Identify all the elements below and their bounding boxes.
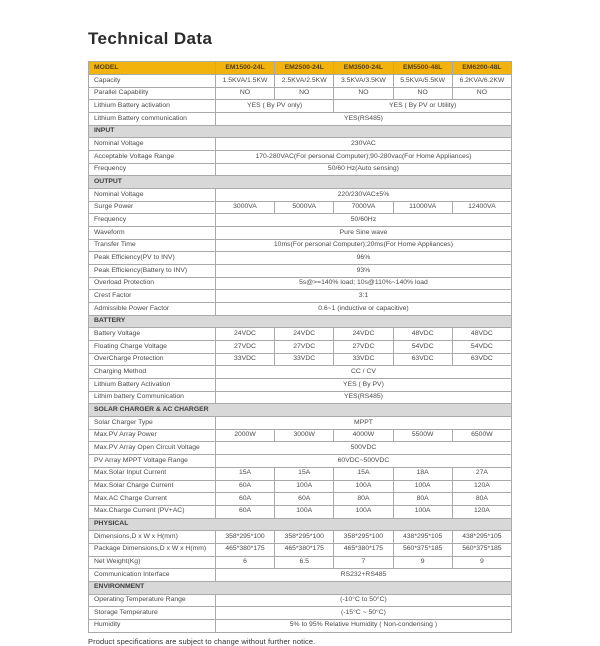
- spec-label: Net Weight(Kg): [89, 556, 216, 569]
- spec-label: Acceptable Voltage Range: [89, 151, 216, 164]
- spec-value: 50/60Hz: [215, 214, 511, 227]
- spec-row: [89, 379, 512, 392]
- spec-value: 230VAC: [215, 138, 511, 151]
- spec-value: 358*295*100: [334, 531, 393, 544]
- spec-value: 5s@>=140% load; 10s@110%~140% load: [215, 277, 511, 290]
- spec-label: Operating Temperature Range: [89, 594, 216, 607]
- spec-row: [89, 113, 512, 126]
- spec-row: [89, 138, 512, 151]
- spec-value: NO: [215, 87, 274, 100]
- spec-value: 24VDC: [275, 328, 334, 341]
- spec-value: 465*380*175: [215, 543, 274, 556]
- spec-label: Floating Charge Voltage: [89, 341, 216, 354]
- spec-row: [89, 569, 512, 582]
- spec-label: Frequency: [89, 214, 216, 227]
- spec-value: 80A: [393, 493, 452, 506]
- spec-value: 60VDC~500VDC: [215, 455, 511, 468]
- spec-row: [89, 442, 512, 455]
- spec-label: OverCharge Protection: [89, 353, 216, 366]
- spec-label: Parallel Capability: [89, 87, 216, 100]
- section-row: [89, 518, 512, 531]
- spec-value: 9: [393, 556, 452, 569]
- spec-label: Dimensions,D x W x H(mm): [89, 531, 216, 544]
- spec-value: YES ( By PV or Utility): [334, 100, 512, 113]
- spec-row: [89, 543, 512, 556]
- spec-value: 100A: [275, 505, 334, 518]
- spec-row: [89, 265, 512, 278]
- spec-row: [89, 277, 512, 290]
- section-row: [89, 176, 512, 189]
- spec-label: Peak Efficiency(PV to INV): [89, 252, 216, 265]
- spec-value: 18A: [393, 467, 452, 480]
- spec-value: 5.5KVA/5.5KW: [393, 75, 452, 88]
- spec-row: [89, 429, 512, 442]
- spec-value: (-15°C ~ 50°C): [215, 607, 511, 620]
- spec-label: PV Array MPPT Voltage Range: [89, 455, 216, 468]
- page-title: Technical Data: [88, 29, 213, 48]
- spec-value: 3000VA: [215, 201, 274, 214]
- spec-value: 48VDC: [452, 328, 511, 341]
- spec-row: [89, 87, 512, 100]
- spec-value: 24VDC: [334, 328, 393, 341]
- spec-value: 358*295*100: [275, 531, 334, 544]
- spec-value: 120A: [452, 505, 511, 518]
- spec-value: 3:1: [215, 290, 511, 303]
- spec-value: 5000VA: [275, 201, 334, 214]
- spec-value: 358*295*100: [215, 531, 274, 544]
- spec-value: YES ( By PV only): [215, 100, 333, 113]
- spec-label: Max.Solar Charge Current: [89, 480, 216, 493]
- model-header-row: [89, 62, 512, 75]
- spec-row: [89, 100, 512, 113]
- section-title: SOLAR CHARGER & AC CHARGER: [89, 404, 512, 417]
- spec-value: 1.5KVA/1.5KW: [215, 75, 274, 88]
- spec-label: Max.PV Array Open Circuit Voltage: [89, 442, 216, 455]
- spec-row: [89, 455, 512, 468]
- section-title: INPUT: [89, 125, 512, 138]
- spec-row: [89, 366, 512, 379]
- spec-value: 3.5KVA/3.5KW: [334, 75, 393, 88]
- spec-label: Max.AC Charge Current: [89, 493, 216, 506]
- spec-value: MPPT: [215, 417, 511, 430]
- section-title: BATTERY: [89, 315, 512, 328]
- spec-value: 33VDC: [275, 353, 334, 366]
- spec-value: 3000W: [275, 429, 334, 442]
- spec-row: [89, 163, 512, 176]
- spec-value: 80A: [334, 493, 393, 506]
- spec-value: 27VDC: [215, 341, 274, 354]
- spec-label: Nominal Voltage: [89, 189, 216, 202]
- spec-label: Overload Protection: [89, 277, 216, 290]
- spec-label: Transfer Time: [89, 239, 216, 252]
- spec-value: 60A: [215, 493, 274, 506]
- spec-value: 560*375*185: [393, 543, 452, 556]
- spec-value: 63VDC: [393, 353, 452, 366]
- spec-row: [89, 531, 512, 544]
- spec-label: Battery Voltage: [89, 328, 216, 341]
- model-name: EM3500-24L: [334, 62, 393, 75]
- spec-value: 50/60 Hz(Auto sensing): [215, 163, 511, 176]
- model-name: EM1500-24L: [215, 62, 274, 75]
- spec-value: 220/230VAC±5%: [215, 189, 511, 202]
- spec-row: [89, 556, 512, 569]
- spec-value: NO: [275, 87, 334, 100]
- spec-value: 100A: [334, 480, 393, 493]
- spec-row: [89, 189, 512, 202]
- spec-row: [89, 201, 512, 214]
- spec-label: Lithium Battery activation: [89, 100, 216, 113]
- spec-label: Charging Method: [89, 366, 216, 379]
- spec-row: [89, 493, 512, 506]
- spec-label: Lithim battery Communication: [89, 391, 216, 404]
- spec-value: 10ms(For personal Computer);20ms(For Home Appliances): [215, 239, 511, 252]
- spec-table-body: [89, 62, 512, 633]
- spec-value: 24VDC: [215, 328, 274, 341]
- spec-value: 6: [215, 556, 274, 569]
- section-title: PHYSICAL: [89, 518, 512, 531]
- spec-row: [89, 594, 512, 607]
- spec-value: 170-280VAC(For personal Computer);90-280vac(For Home Appliances): [215, 151, 511, 164]
- spec-label: Max.Charge Current (PV+AC): [89, 505, 216, 518]
- spec-label: Frequency: [89, 163, 216, 176]
- model-name: EM5500-48L: [393, 62, 452, 75]
- spec-label: Max.Solar Input Current: [89, 467, 216, 480]
- spec-value: 33VDC: [334, 353, 393, 366]
- spec-value: 96%: [215, 252, 511, 265]
- spec-value: 0.6~1 (inductive or capacitive): [215, 303, 511, 316]
- spec-row: [89, 227, 512, 240]
- spec-label: Communication Interface: [89, 569, 216, 582]
- model-name: EM6200-48L: [452, 62, 511, 75]
- section-title: OUTPUT: [89, 176, 512, 189]
- spec-value: 63VDC: [452, 353, 511, 366]
- spec-value: 6.5: [275, 556, 334, 569]
- spec-row: [89, 151, 512, 164]
- spec-row: [89, 467, 512, 480]
- model-name: EM2500-24L: [275, 62, 334, 75]
- spec-value: 4000W: [334, 429, 393, 442]
- spec-table: [88, 61, 512, 633]
- spec-value: 438*295*105: [452, 531, 511, 544]
- spec-value: 15A: [275, 467, 334, 480]
- spec-label: Admissible Power Factor: [89, 303, 216, 316]
- spec-value: 100A: [275, 480, 334, 493]
- spec-value: 60A: [215, 480, 274, 493]
- spec-value: CC / CV: [215, 366, 511, 379]
- spec-value: 80A: [452, 493, 511, 506]
- spec-row: [89, 239, 512, 252]
- spec-row: [89, 214, 512, 227]
- spec-value: 2000W: [215, 429, 274, 442]
- spec-value: RS232+RS485: [215, 569, 511, 582]
- spec-value: 560*375*185: [452, 543, 511, 556]
- spec-row: [89, 328, 512, 341]
- spec-value: 7000VA: [334, 201, 393, 214]
- spec-label: Storage Temperature: [89, 607, 216, 620]
- spec-value: Pure Sine wave: [215, 227, 511, 240]
- spec-label: Lithium Battery communication: [89, 113, 216, 126]
- spec-value: 120A: [452, 480, 511, 493]
- spec-value: 9: [452, 556, 511, 569]
- spec-row: [89, 75, 512, 88]
- spec-value: 12400VA: [452, 201, 511, 214]
- spec-value: 27A: [452, 467, 511, 480]
- spec-row: [89, 607, 512, 620]
- spec-value: 7: [334, 556, 393, 569]
- spec-label: Max.PV Array Power: [89, 429, 216, 442]
- spec-label: Crest Factor: [89, 290, 216, 303]
- spec-value: YES ( By PV): [215, 379, 511, 392]
- spec-row: [89, 353, 512, 366]
- spec-value: 27VDC: [334, 341, 393, 354]
- spec-value: 15A: [334, 467, 393, 480]
- spec-value: 100A: [393, 505, 452, 518]
- spec-row: [89, 619, 512, 632]
- spec-row: [89, 505, 512, 518]
- spec-value: 60A: [215, 505, 274, 518]
- spec-label: Humidity: [89, 619, 216, 632]
- spec-value: YES(RS485): [215, 113, 511, 126]
- spec-value: 438*295*105: [393, 531, 452, 544]
- spec-value: 11000VA: [393, 201, 452, 214]
- spec-label: Peak Efficiency(Battery to INV): [89, 265, 216, 278]
- spec-value: 15A: [215, 467, 274, 480]
- spec-row: [89, 303, 512, 316]
- spec-value: 54VDC: [452, 341, 511, 354]
- spec-label: Lithium Battery Activation: [89, 379, 216, 392]
- spec-label: Nominal Voltage: [89, 138, 216, 151]
- spec-value: 54VDC: [393, 341, 452, 354]
- section-row: [89, 404, 512, 417]
- section-row: [89, 125, 512, 138]
- spec-value: 465*380*175: [275, 543, 334, 556]
- spec-value: (-10°C to 50°C): [215, 594, 511, 607]
- spec-value: 6500W: [452, 429, 511, 442]
- footnote: Product specifications are subject to change without further notice.: [88, 636, 316, 646]
- spec-value: 48VDC: [393, 328, 452, 341]
- section-row: [89, 315, 512, 328]
- spec-value: 60A: [275, 493, 334, 506]
- spec-row: [89, 252, 512, 265]
- spec-row: [89, 341, 512, 354]
- spec-label: Solar Charger Type: [89, 417, 216, 430]
- spec-value: 500VDC: [215, 442, 511, 455]
- spec-value: YES(RS485): [215, 391, 511, 404]
- spec-row: [89, 391, 512, 404]
- spec-row: [89, 480, 512, 493]
- spec-row: [89, 290, 512, 303]
- spec-value: NO: [393, 87, 452, 100]
- section-title: ENVIRONMENT: [89, 581, 512, 594]
- spec-label: Package Dimensions,D x W x H(mm): [89, 543, 216, 556]
- model-header-label: MODEL: [89, 62, 216, 75]
- spec-value: 5% to 95% Relative Humidity ( Non-condensing ): [215, 619, 511, 632]
- spec-value: 27VDC: [275, 341, 334, 354]
- spec-label: Waveform: [89, 227, 216, 240]
- spec-value: NO: [452, 87, 511, 100]
- spec-value: 6.2KVA/6.2KW: [452, 75, 511, 88]
- spec-value: 2.5KVA/2.5KW: [275, 75, 334, 88]
- spec-value: 100A: [334, 505, 393, 518]
- spec-row: [89, 417, 512, 430]
- spec-value: NO: [334, 87, 393, 100]
- spec-value: 5500W: [393, 429, 452, 442]
- spec-label: Capacity: [89, 75, 216, 88]
- spec-label: Surge Power: [89, 201, 216, 214]
- spec-value: 100A: [393, 480, 452, 493]
- spec-value: 465*380*175: [334, 543, 393, 556]
- section-row: [89, 581, 512, 594]
- spec-value: 33VDC: [215, 353, 274, 366]
- spec-value: 93%: [215, 265, 511, 278]
